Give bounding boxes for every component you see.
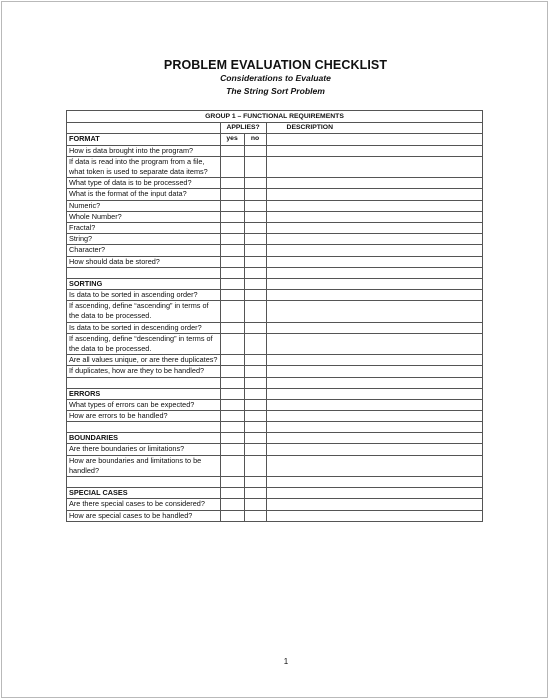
applies-no-cell[interactable] <box>244 411 266 422</box>
section-heading-row <box>67 488 483 499</box>
section-spacer-row <box>67 267 483 278</box>
applies-yes-cell[interactable] <box>220 488 244 499</box>
group-title: GROUP 1 – FUNCTIONAL REQUIREMENTS <box>67 111 483 123</box>
applies-no-cell[interactable] <box>244 510 266 521</box>
section-spacer-row <box>67 477 483 488</box>
applies-no-cell[interactable] <box>244 322 266 333</box>
description-cell[interactable] <box>266 223 482 234</box>
applies-no-cell[interactable] <box>244 433 266 444</box>
description-cell[interactable] <box>266 488 482 499</box>
table-row <box>67 444 483 455</box>
applies-no-cell[interactable] <box>244 399 266 410</box>
applies-no-cell[interactable] <box>244 499 266 510</box>
applies-yes-cell[interactable] <box>220 245 244 256</box>
applies-yes-cell[interactable] <box>220 301 244 322</box>
applies-no-cell[interactable] <box>244 156 266 177</box>
description-cell[interactable] <box>266 444 482 455</box>
description-cell[interactable] <box>266 156 482 177</box>
section-heading: FORMAT <box>67 134 221 145</box>
description-cell[interactable] <box>266 355 482 366</box>
applies-yes-cell[interactable] <box>220 455 244 476</box>
description-cell[interactable] <box>266 134 482 145</box>
applies-yes-cell[interactable] <box>220 433 244 444</box>
section-heading-row <box>67 388 483 399</box>
section-heading-row <box>67 134 483 145</box>
spacer-cell <box>67 422 221 433</box>
blank-cell <box>67 123 221 134</box>
document-title: PROBLEM EVALUATION CHECKLIST <box>163 58 388 72</box>
section-heading-row <box>67 433 483 444</box>
description-cell[interactable] <box>266 278 482 289</box>
description-cell[interactable] <box>266 411 482 422</box>
checklist-question: Is data to be sorted in descending order? <box>67 322 221 333</box>
applies-yes-cell[interactable] <box>220 211 244 222</box>
section-heading: SPECIAL CASES <box>67 488 221 499</box>
applies-no-cell[interactable] <box>244 245 266 256</box>
table-row <box>67 510 483 521</box>
checklist-table <box>66 110 483 522</box>
applies-no-cell[interactable] <box>244 223 266 234</box>
spacer-cell <box>67 267 221 278</box>
table-row <box>67 200 483 211</box>
description-cell[interactable] <box>266 245 482 256</box>
section-spacer-row <box>67 377 483 388</box>
table-applies-row <box>67 123 483 134</box>
checklist-question: How are errors to be handled? <box>67 411 221 422</box>
applies-yes-cell[interactable] <box>220 234 244 245</box>
table-row <box>67 178 483 189</box>
applies-yes-cell[interactable] <box>220 499 244 510</box>
spacer-cell <box>67 377 221 388</box>
checklist-question: How are boundaries and limitations to be handled? <box>67 455 221 476</box>
table-row <box>67 301 483 322</box>
table-row <box>67 399 483 410</box>
applies-yes-cell[interactable] <box>220 290 244 301</box>
applies-no-cell[interactable] <box>244 366 266 377</box>
yes-header: yes <box>220 134 244 145</box>
applies-no-cell[interactable] <box>244 333 266 354</box>
description-cell[interactable] <box>266 510 482 521</box>
checklist-question: Are there special cases to be considered? <box>67 499 221 510</box>
no-header: no <box>244 134 266 145</box>
checklist-question: Character? <box>67 245 221 256</box>
description-cell[interactable] <box>266 399 482 410</box>
section-heading-row <box>67 278 483 289</box>
table-row <box>67 455 483 476</box>
applies-yes-cell[interactable] <box>220 156 244 177</box>
description-cell[interactable] <box>266 256 482 267</box>
section-heading: SORTING <box>67 278 221 289</box>
checklist-question: What types of errors can be expected? <box>67 399 221 410</box>
applies-yes-cell[interactable] <box>220 388 244 399</box>
applies-yes-cell[interactable] <box>220 355 244 366</box>
spacer-cell <box>220 477 244 488</box>
table-row <box>67 245 483 256</box>
applies-yes-cell[interactable] <box>220 444 244 455</box>
checklist-question: Numeric? <box>67 200 221 211</box>
document-subtitle-problem: The String Sort Problem <box>226 86 325 96</box>
table-row <box>67 256 483 267</box>
description-cell[interactable] <box>266 200 482 211</box>
table-row <box>67 322 483 333</box>
checklist-question: How are special cases to be handled? <box>67 510 221 521</box>
description-cell[interactable] <box>266 234 482 245</box>
section-heading: ERRORS <box>67 388 221 399</box>
document-subtitle: Considerations to Evaluate <box>220 73 331 83</box>
applies-no-cell[interactable] <box>244 234 266 245</box>
description-cell[interactable] <box>266 433 482 444</box>
table-row <box>67 499 483 510</box>
description-cell[interactable] <box>266 178 482 189</box>
spacer-cell <box>266 267 482 278</box>
applies-yes-cell[interactable] <box>220 145 244 156</box>
description-cell[interactable] <box>266 211 482 222</box>
table-row <box>67 411 483 422</box>
table-row <box>67 189 483 200</box>
description-cell[interactable] <box>266 333 482 354</box>
applies-yes-cell[interactable] <box>220 178 244 189</box>
spacer-cell <box>266 422 482 433</box>
spacer-cell <box>220 422 244 433</box>
applies-yes-cell[interactable] <box>220 333 244 354</box>
checklist-question: How should data be stored? <box>67 256 221 267</box>
description-cell[interactable] <box>266 290 482 301</box>
table-row <box>67 145 483 156</box>
checklist-question: How is data brought into the program? <box>67 145 221 156</box>
applies-no-cell[interactable] <box>244 290 266 301</box>
checklist-question: If data is read into the program from a file, what token is used to separate data items? <box>67 156 221 177</box>
spacer-cell <box>220 267 244 278</box>
applies-header: APPLIES? <box>220 123 266 134</box>
spacer-cell <box>244 377 266 388</box>
applies-no-cell[interactable] <box>244 211 266 222</box>
description-cell[interactable] <box>266 388 482 399</box>
spacer-cell <box>244 422 266 433</box>
checklist-question: What type of data is to be processed? <box>67 178 221 189</box>
section-spacer-row <box>67 422 483 433</box>
table-row <box>67 290 483 301</box>
description-cell[interactable] <box>266 189 482 200</box>
applies-yes-cell[interactable] <box>220 278 244 289</box>
description-cell[interactable] <box>266 322 482 333</box>
checklist-question: What is the format of the input data? <box>67 189 221 200</box>
table-row <box>67 234 483 245</box>
applies-no-cell[interactable] <box>244 256 266 267</box>
applies-yes-cell[interactable] <box>220 399 244 410</box>
spacer-cell <box>67 477 221 488</box>
applies-no-cell[interactable] <box>244 200 266 211</box>
table-row <box>67 156 483 177</box>
checklist-question: If ascending, define “descending” in terms of the data to be processed. <box>67 333 221 354</box>
applies-no-cell[interactable] <box>244 388 266 399</box>
applies-no-cell[interactable] <box>244 278 266 289</box>
checklist-question: Are all values unique, or are there duplicates? <box>67 355 221 366</box>
table-row <box>67 223 483 234</box>
description-header: DESCRIPTION <box>266 123 482 134</box>
table-row <box>67 333 483 354</box>
description-cell[interactable] <box>266 301 482 322</box>
description-cell[interactable] <box>266 366 482 377</box>
spacer-cell <box>266 477 482 488</box>
checklist-question: If ascending, define “ascending” in terms of the data to be processed. <box>67 301 221 322</box>
table-row <box>67 211 483 222</box>
applies-no-cell[interactable] <box>244 355 266 366</box>
applies-yes-cell[interactable] <box>220 366 244 377</box>
checklist-question: Is data to be sorted in ascending order? <box>67 290 221 301</box>
description-cell[interactable] <box>266 499 482 510</box>
description-cell[interactable] <box>266 455 482 476</box>
spacer-cell <box>244 267 266 278</box>
checklist-question: String? <box>67 234 221 245</box>
page-number: 1 <box>283 657 289 666</box>
applies-no-cell[interactable] <box>244 488 266 499</box>
applies-no-cell[interactable] <box>244 455 266 476</box>
applies-yes-cell[interactable] <box>220 200 244 211</box>
spacer-cell <box>220 377 244 388</box>
table-group-header-row <box>67 111 483 123</box>
table-row <box>67 366 483 377</box>
checklist-question: Fractal? <box>67 223 221 234</box>
spacer-cell <box>244 477 266 488</box>
checklist-question: If duplicates, how are they to be handled? <box>67 366 221 377</box>
applies-no-cell[interactable] <box>244 178 266 189</box>
applies-yes-cell[interactable] <box>220 189 244 200</box>
applies-yes-cell[interactable] <box>220 256 244 267</box>
table-row <box>67 355 483 366</box>
applies-no-cell[interactable] <box>244 301 266 322</box>
applies-no-cell[interactable] <box>244 189 266 200</box>
section-heading: BOUNDARIES <box>67 433 221 444</box>
applies-no-cell[interactable] <box>244 444 266 455</box>
spacer-cell <box>266 377 482 388</box>
checklist-question: Whole Number? <box>67 211 221 222</box>
applies-yes-cell[interactable] <box>220 223 244 234</box>
applies-yes-cell[interactable] <box>220 411 244 422</box>
applies-no-cell[interactable] <box>244 145 266 156</box>
description-cell[interactable] <box>266 145 482 156</box>
applies-yes-cell[interactable] <box>220 322 244 333</box>
applies-yes-cell[interactable] <box>220 510 244 521</box>
checklist-question: Are there boundaries or limitations? <box>67 444 221 455</box>
